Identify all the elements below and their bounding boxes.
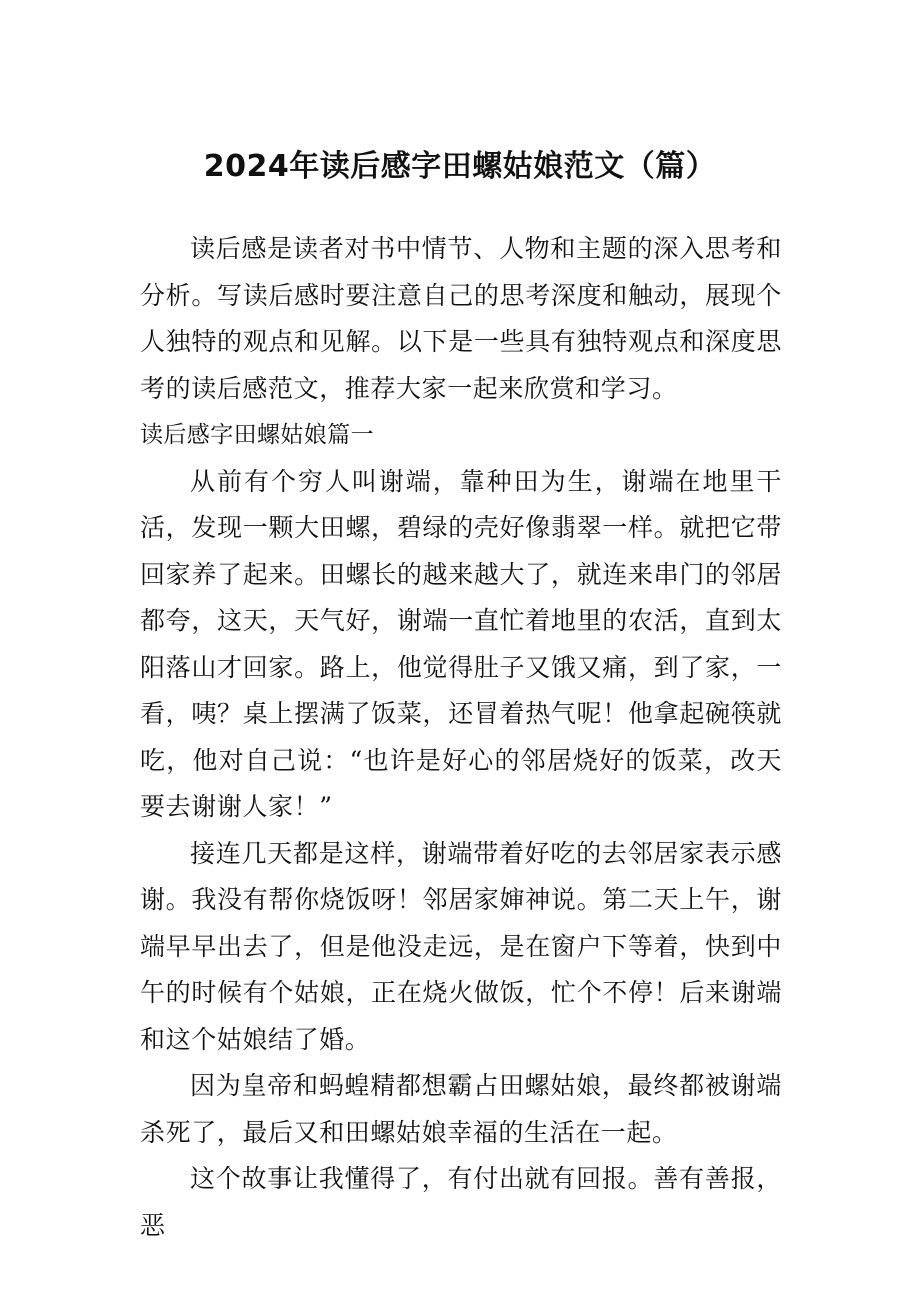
story-paragraph-2: 接连几天都是这样，谢端带着好吃的去邻居家表示感谢。我没有帮你烧饭呀！邻居家婶神说。第二天上午，谢端早早出去了，但是他没走远，是在窗户下等着，快到中午的时候有个姑娘，正在烧火做饭，忙个不停！后来谢端和这个姑娘结了婚。 — [140, 838, 782, 1054]
story-paragraph-3: 因为皇帝和蚂蝗精都想霸占田螺姑娘，最终都被谢端杀死了，最后又和田螺姑娘幸福的生活在一起。 — [140, 1071, 782, 1147]
story-paragraph-1: 从前有个穷人叫谢端，靠种田为生，谢端在地里干活，发现一颗大田螺，碧绿的壳好像翡翠一样。就把它带回家养了起来。田螺长的越来越大了，就连来串门的邻居都夸，这天，天气好，谢端一直忙着地里的农活，直到太阳落山才回家。路上，他觉得肚子又饿又痛，到了家，一看，咦？桌上摆满了饭菜，还冒着热气呢！他拿起碗筷就吃，他对自己说：“也许是好心的邻居烧好的饭菜，改天要去谢谢人家！” — [140, 466, 782, 821]
story-paragraph-4: 这个故事让我懂得了，有付出就有回报。善有善报，恶 — [140, 1164, 782, 1240]
document-title: 2024年读后感字田螺姑娘范文（篇） — [203, 149, 717, 184]
section-heading: 读后感字田螺姑娘篇一 — [140, 422, 374, 448]
document-body — [140, 226, 782, 1249]
intro-paragraph: 读后感是读者对书中情节、人物和主题的深入思考和分析。写读后感时要注意自己的思考深度和触动，展现个人独特的观点和见解。以下是一些具有独特观点和深度思考的读后感范文，推荐大家一起来欣赏和学习。 — [140, 234, 782, 403]
